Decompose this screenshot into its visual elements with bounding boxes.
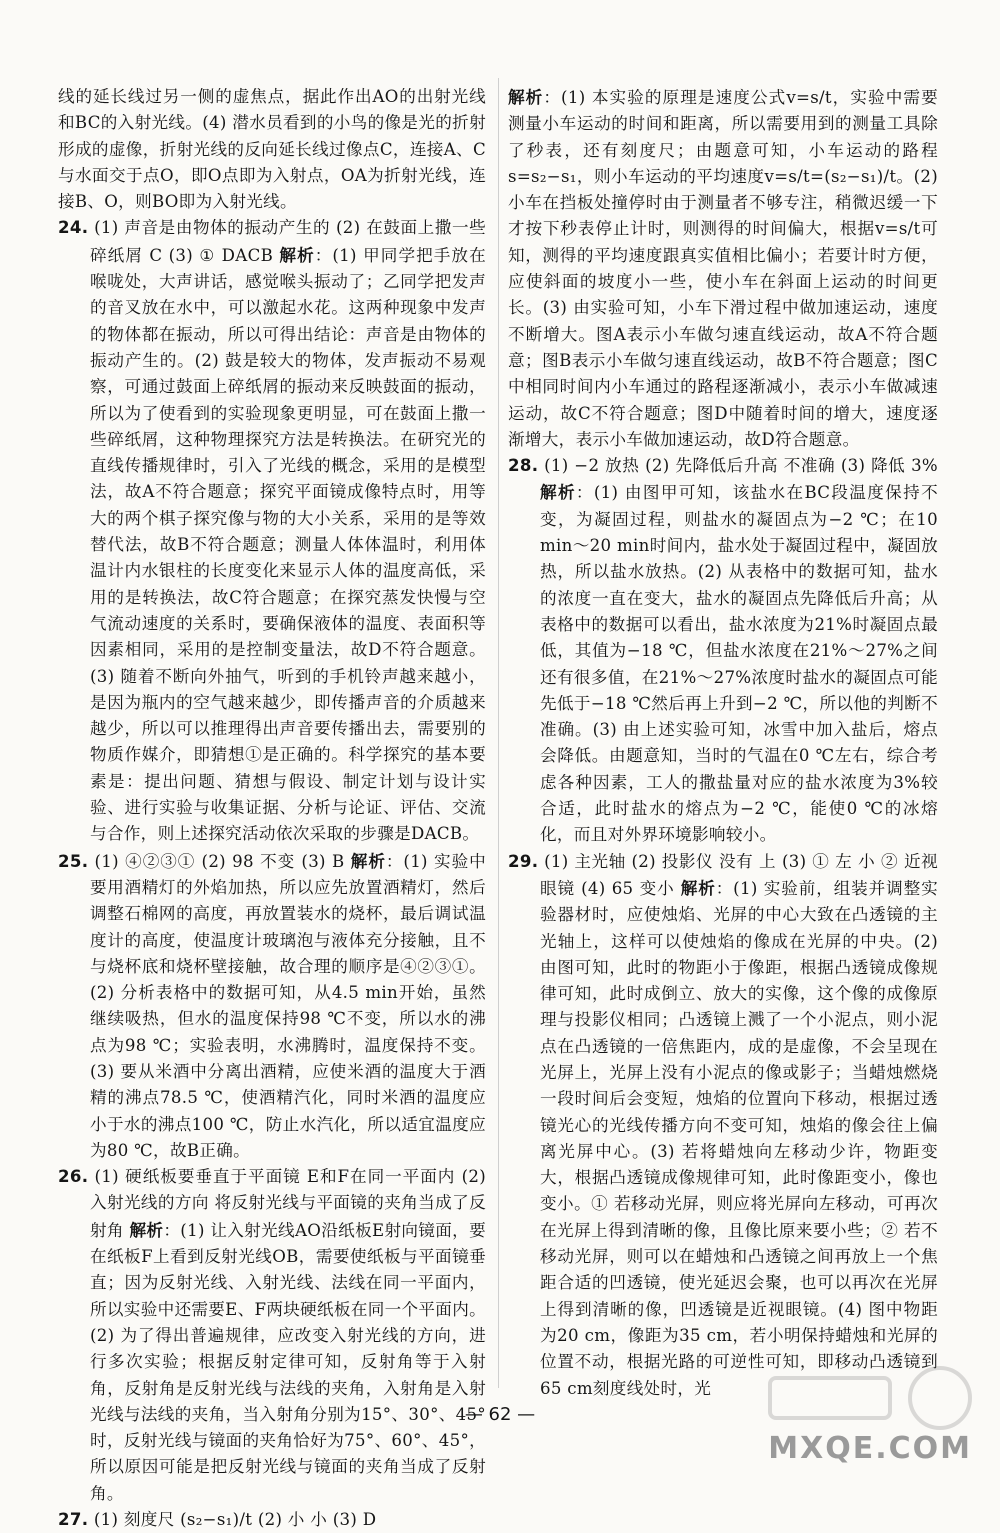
analysis-label: 解析 — [279, 244, 315, 265]
analysis-label: 解析 — [680, 877, 716, 898]
question-26 — [58, 1164, 486, 1507]
answer-text: (1) 硬纸板要垂直于平面镜 E和F在同一平面内 (2) 入射光线的方向 将反射光线与平面镜的夹角当成了反射角 — [90, 1167, 486, 1240]
right-column — [508, 84, 938, 1402]
question-number: 29. — [508, 851, 539, 871]
analysis-label: 解析 — [129, 1219, 164, 1240]
column-divider — [498, 78, 499, 1388]
analysis-text: ：(1) 本实验的原理是速度公式v=s/t，实验中需要测量小车运动的时间和距离，所以需要用到的测量工具除了秒表，还有刻度尺；由题意可知，小车运动的路程s=s₂−s₁，则小车运动的平均速度v=s/t=(s₂−s₁)/t。(2) 小车在挡板处撞停时由于测量者不够专注，稍微迟缓一下才按下秒表停止计时，则测得的时间偏大，根据v=s/t可知，测得的平均速度跟真实值相比偏小；若要计时方便，应使斜面的坡度小一些，使小车在斜面上运动的时间更长。(3) 由实验可知，小车下滑过程中做加速运动，速度不断增大。图A表示小车做匀速直线运动，故A不符合题意；图B表示小车做匀速直线运动，故B不符合题意；图C中相同时间内小车通过的路程逐渐减小，表示小车做减速运动，故C不符合题意；图D中随着时间的增大，速度逐渐增大，表示小车做加速运动，故D符合题意。 — [508, 88, 938, 449]
left-column — [58, 84, 486, 1533]
answer-text: (1) 刻度尺 (s₂−s₁)/t (2) 小 小 (3) D — [93, 1510, 377, 1530]
answer-text: (1) −2 放热 (2) 先降低后升高 不准确 (3) 降低 3% — [544, 456, 938, 476]
question-27 — [58, 1507, 486, 1533]
page-number: — 62 — — [464, 1404, 536, 1425]
answer-text: (1) 声音是由物体的振动产生的 (2) 在鼓面上撒一些碎纸屑 C (3) ① DACB — [90, 218, 487, 265]
question-number: 27. — [58, 1510, 89, 1530]
question-28 — [508, 453, 938, 848]
analysis-label: 解析 — [508, 87, 544, 107]
analysis-label: 解析 — [350, 850, 386, 871]
question-number: 28. — [508, 456, 539, 476]
question-29 — [508, 849, 938, 1402]
analysis-text: ：(1) 甲同学把手放在喉咙处，大声讲话，感觉喉头振动了；乙同学把发声的音叉放在水中，可以激起水花。这两种现象中发声的物体都在振动，所以可得出结论：声音是由物体的振动产生的。(2) 鼓是较大的物体，发声振动不易观察，可通过鼓面上碎纸屑的振动来反映鼓面的振动，所以为了使看到的实验现象更明显，可在鼓面上撒一些碎纸屑，这种物理探究方法是转换法。在研究光的直线传播规律时，引入了光线的概念，采用的是模型法，故A不符合题意；探究平面镜成像特点时，用等大的两个棋子探究像与物的大小关系，采用的是等效替代法，故B不符合题意；测量人体体温时，利用体温计内水银柱的长度变化来显示人体的温度高低，采用的是转换法，故C符合题意；在探究蒸发快慢与空气流动速度的关系时，要确保液体的温度、表面积等因素相同，采用的是控制变量法，故D不符合题意。(3) 随着不断向外抽气，听到的手机铃声越来越小，是因为瓶内的空气越来越少，即传播声音的介质越来越少，所以可以推理得出声音要传播出去，需要别的物质作媒介，即猜想①是正确的。科学探究的基本要素是：提出问题、猜想与假设、制定计划与设计实验、进行实验与收集证据、分析与论证、评估、交流与合作，则上述探究活动依次采取的步骤是DACB。 — [90, 245, 486, 844]
analysis-text: ：(1) 实验前，组装并调整实验器材时，应使烛焰、光屏的中心大致在凸透镜的主光轴上，这样可以使烛焰的像成在光屏的中央。(2) 由图可知，此时的物距小于像距，根据凸透镜成像规律可知，此时成倒立、放大的实像，这个像的成像原理与投影仪相同；凸透镜上溅了一个小泥点，则小泥点在凸透镜的一倍焦距内，成的是虚像，不会呈现在光屏上，光屏上没有小泥点的像或影子；当蜡烛燃烧一段时间后会变短，烛焰的位置向下移动，根据过透镜光心的光线传播方向不变可知，烛焰的像会往上偏离光屏中心。(3) 若将蜡烛向左移动少许，物距变大，根据凸透镜成像规律可知，此时像距变小，像也变小。① 若移动光屏，则应将光屏向左移动，可再次在光屏上得到清晰的像，且像比原来要小些；② 若不移动光屏，则可以在蜡烛和凸透镜之间再放上一个焦距合适的凹透镜，使光延迟会聚，也可以再次在光屏上得到清晰的像，凹透镜是近视眼镜。(4) 图中物距为20 cm，像距为35 cm，若小明保持蜡烛和光屏的位置不动，根据光路的可逆性可知，即移动凸透镜到65 cm刻度线处时，光 — [540, 878, 939, 1398]
question-number: 25. — [58, 851, 89, 871]
question-27-analysis — [508, 84, 938, 453]
watermark-text: MXQE.COM — [768, 1431, 972, 1466]
answer-text: (1) ④②③① (2) 98 不变 (3) B — [94, 851, 345, 871]
analysis-text: ：(1) 实验中要用酒精灯的外焰加热，所以应先放置酒精灯，然后调整石棉网的高度，再放置装水的烧杯，最后调试温度计的高度，使温度计玻璃泡与液体充分接触，且不与烧杯底和烧杯壁接触，故合理的顺序是④②③①。(2) 分析表格中的数据可知，从4.5 min开始，虽然继续吸热，但水的温度保持98 ℃不变，所以水的沸点为98 ℃；实验表明，水沸腾时，温度保持不变。(3) 要从米酒中分离出酒精，应使米酒的温度大于酒精的沸点78.5 ℃，使酒精汽化，同时米酒的温度应小于水的沸点100 ℃，防止水汽化，所以适宜温度应为80 ℃，故B正确。 — [90, 851, 487, 1160]
question-number: 26. — [58, 1167, 89, 1187]
answer-text: (1) 主光轴 (2) 投影仪 没有 上 (3) ① 左 小 ② 近视眼镜 (4) 65 变小 — [540, 851, 938, 898]
analysis-text: ：(1) 让入射光线AO沿纸板E射向镜面，要在纸板F上看到反射光线OB，需要使纸板与平面镜垂直；因为反射光线、入射光线、法线在同一平面内，所以实验中还需要E、F两块硬纸板在同一个平面内。(2) 为了得出普遍规律，应改变入射光线的方向，进行多次实验；根据反射定律可知，反射角等于入射角，反射角是反射光线与法线的夹角，入射角是入射光线与法线的夹角，当入射角分别为15°、30°、45°时，反射光线与镜面的夹角恰好为75°、60°、45°，所以原因可能是把反射光线与镜面的夹角当成了反射角。 — [90, 1220, 487, 1503]
question-25 — [58, 848, 486, 1165]
question-24 — [58, 215, 486, 847]
analysis-label: 解析 — [540, 482, 576, 503]
intro-continuation: 线的延长线过另一侧的虚焦点，据此作出AO的出射光线和BC的入射光线。(4) 潜水员看到的小鸟的像是光的折射形成的虚像，折射光线的反向延长线过像点C，连接A、C与水面交于点O，即O点即为入射点，OA为折射光线，连接B、O，则BO即为入射光线。 — [58, 87, 486, 212]
question-number: 24. — [58, 218, 89, 238]
analysis-text: ：(1) 由图甲可知，该盐水在BC段温度保持不变，为凝固过程，则盐水的凝固点为−2 ℃；在10 min～20 min时间内，盐水处于凝固过程中，凝固放热，所以盐水放热。(2) 从表格中的数据可知，盐水的浓度一直在变大，盐水的凝固点先降低后升高；从表格中的数据可以看出，盐水浓度为21%时凝固点最低，其值为−18 ℃，但盐水浓度在21%～27%之间还有很多值，在21%～27%浓度时盐水的凝固点可能先低于−18 ℃然后再上升到−2 ℃，所以他的判断不准确。(3) 由上述实验可知，冰雪中加入盐后，熔点会降低。由题意知，当时的气温在0 ℃左右，综合考虑各种因素，工人的撒盐量对应的盐水浓度为3%较合适，此时盐水的熔点为−2 ℃，能使0 ℃的冰熔化，而且对外界环境影响较小。 — [540, 483, 938, 845]
